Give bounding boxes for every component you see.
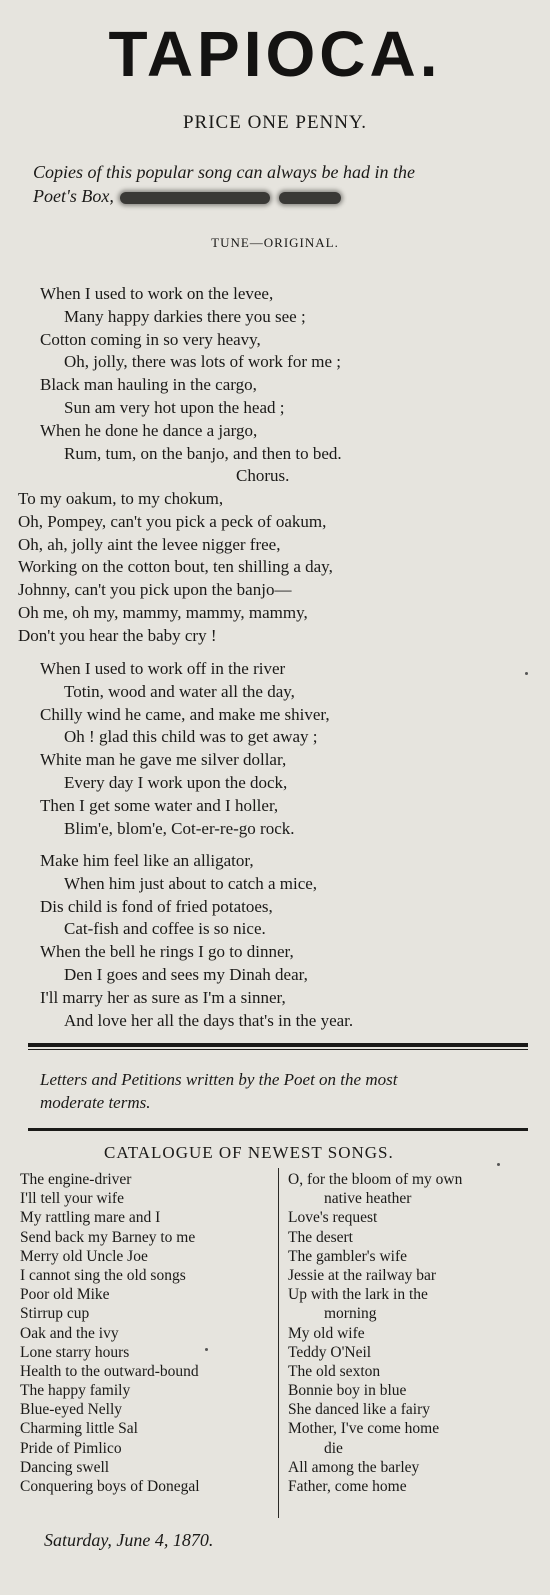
song-item: Blue-eyed Nelly bbox=[20, 1401, 123, 1419]
verse-line: Cat-fish and coffee is so nice. bbox=[64, 919, 266, 939]
song-item-continued: morning bbox=[324, 1305, 377, 1323]
song-item: Merry old Uncle Joe bbox=[20, 1247, 148, 1265]
verse-line: Totin, wood and water all the day, bbox=[64, 681, 295, 701]
verse-3 bbox=[40, 850, 353, 1032]
song-item: Charming little Sal bbox=[20, 1420, 138, 1438]
chorus-line: To my oakum, to my chokum, bbox=[18, 489, 224, 508]
verse-line: Chilly wind he came, and make me shiver, bbox=[40, 704, 330, 724]
letters-notice bbox=[40, 1068, 540, 1114]
catalogue-left-column bbox=[20, 1170, 200, 1496]
publication-date: Saturday, June 4, 1870. bbox=[44, 1530, 214, 1550]
verse-line: And love her all the days that's in the year. bbox=[64, 1010, 354, 1030]
song-item: Send back my Barney to me bbox=[20, 1228, 196, 1246]
paper-speck bbox=[525, 672, 528, 675]
verse-line: Every day I work upon the dock, bbox=[64, 772, 288, 792]
song-item: Oak and the ivy bbox=[20, 1324, 119, 1342]
chorus-line: Johnny, can't you pick upon the banjo— bbox=[18, 580, 292, 600]
price-line: PRICE ONE PENNY. bbox=[182, 112, 368, 133]
verse-line: Sun am very hot upon the head ; bbox=[64, 397, 285, 417]
song-item: The gambler's wife bbox=[288, 1247, 407, 1265]
verse-line: Oh ! glad this child was to get away ; bbox=[64, 727, 318, 747]
copies-line-1: Copies of this popular song can always be had in the bbox=[33, 162, 415, 182]
song-item: Jessie at the railway bar bbox=[288, 1266, 437, 1284]
thick-rule bbox=[28, 1128, 528, 1131]
song-item: The happy family bbox=[20, 1382, 131, 1400]
song-item: Pride of Pimlico bbox=[20, 1439, 122, 1457]
redacted-address-blot bbox=[279, 192, 341, 204]
verse-2 bbox=[40, 658, 330, 840]
chorus bbox=[18, 488, 333, 648]
paper-speck bbox=[205, 1348, 208, 1351]
song-item: The engine-driver bbox=[20, 1171, 132, 1188]
verse-line: I'll marry her as sure as I'm a sinner, bbox=[40, 987, 286, 1007]
letters-line-2: moderate terms. bbox=[40, 1093, 151, 1112]
thin-rule bbox=[28, 1049, 528, 1050]
verse-line: Rum, tum, on the banjo, and then to bed. bbox=[64, 443, 342, 463]
copies-notice bbox=[33, 160, 543, 208]
song-item: Dancing swell bbox=[20, 1458, 110, 1476]
verse-line: Blim'e, blom'e, Cot-er-re-go rock. bbox=[64, 818, 295, 838]
verse-line: Cotton coming in so very heavy, bbox=[40, 329, 261, 349]
chorus-line: Oh, ah, jolly aint the levee nigger free, bbox=[18, 534, 281, 554]
song-item: Bonnie boy in blue bbox=[288, 1382, 407, 1400]
verse-line: Make him feel like an alligator, bbox=[40, 851, 254, 870]
catalogue-title: CATALOGUE OF NEWEST SONGS. bbox=[104, 1143, 394, 1162]
letters-line-1: Letters and Petitions written by the Poet on the most bbox=[40, 1070, 398, 1089]
song-item-continued: native heather bbox=[324, 1190, 412, 1208]
verse-line: When the bell he rings I go to dinner, bbox=[40, 942, 294, 962]
column-divider bbox=[278, 1168, 279, 1518]
song-item: Mother, I've come home bbox=[288, 1420, 440, 1438]
song-item: The desert bbox=[288, 1228, 353, 1246]
song-item: Health to the outward-bound bbox=[20, 1362, 199, 1380]
chorus-line: Oh me, oh my, mammy, mammy, mammy, bbox=[18, 602, 308, 622]
tune-line: TUNE—ORIGINAL. bbox=[211, 235, 339, 250]
song-item: My old wife bbox=[288, 1324, 365, 1342]
copies-line-2 bbox=[33, 184, 543, 208]
verse-line: White man he gave me silver dollar, bbox=[40, 750, 287, 770]
chorus-line: Don't you hear the baby cry ! bbox=[18, 625, 217, 645]
song-item: Teddy O'Neil bbox=[288, 1343, 372, 1361]
song-item: She danced like a fairy bbox=[288, 1401, 431, 1419]
song-item: Up with the lark in the bbox=[288, 1286, 428, 1304]
song-item: I'll tell your wife bbox=[20, 1190, 124, 1208]
verse-line: Dis child is fond of fried potatoes, bbox=[40, 896, 273, 916]
verse-line: When I used to work off in the river bbox=[40, 659, 286, 678]
catalogue-right-column bbox=[288, 1170, 462, 1496]
verse-line: Black man hauling in the cargo, bbox=[40, 375, 257, 395]
verse-line: When I used to work on the levee, bbox=[40, 284, 274, 303]
verse-line: Den I goes and sees my Dinah dear, bbox=[64, 964, 308, 984]
verse-line: Then I get some water and I holler, bbox=[40, 795, 279, 815]
redacted-address-blot bbox=[120, 192, 270, 204]
song-item: Father, come home bbox=[288, 1478, 407, 1495]
paper-speck bbox=[497, 1163, 500, 1166]
chorus-line: Working on the cotton bout, ten shilling a day, bbox=[18, 557, 333, 577]
chorus-line: Oh, Pompey, can't you pick a peck of oakum, bbox=[18, 511, 327, 531]
song-item: Poor old Mike bbox=[20, 1286, 110, 1304]
song-item: O, for the bloom of my own bbox=[288, 1171, 463, 1188]
verse-line: Many happy darkies there you see ; bbox=[64, 306, 306, 326]
song-item: Love's request bbox=[288, 1209, 378, 1227]
verse-line: Oh, jolly, there was lots of work for me ; bbox=[64, 352, 341, 372]
song-item: My rattling mare and I bbox=[20, 1209, 161, 1227]
song-item-continued: die bbox=[324, 1439, 343, 1457]
verse-line: When him just about to catch a mice, bbox=[64, 873, 318, 893]
song-title: TAPIOCA. bbox=[108, 18, 442, 90]
thick-rule bbox=[28, 1043, 528, 1047]
song-item: Lone starry hours bbox=[20, 1343, 130, 1361]
verse-line: When he done he dance a jargo, bbox=[40, 420, 258, 440]
song-item: All among the barley bbox=[288, 1458, 420, 1476]
copies-line-2-text: Poet's Box, bbox=[33, 186, 114, 206]
song-item: The old sexton bbox=[288, 1362, 381, 1380]
chorus-heading: Chorus. bbox=[236, 466, 290, 486]
song-item: Stirrup cup bbox=[20, 1305, 90, 1323]
song-item: Conquering boys of Donegal bbox=[20, 1478, 200, 1495]
song-item: I cannot sing the old songs bbox=[20, 1266, 186, 1284]
verse-1 bbox=[40, 283, 342, 488]
